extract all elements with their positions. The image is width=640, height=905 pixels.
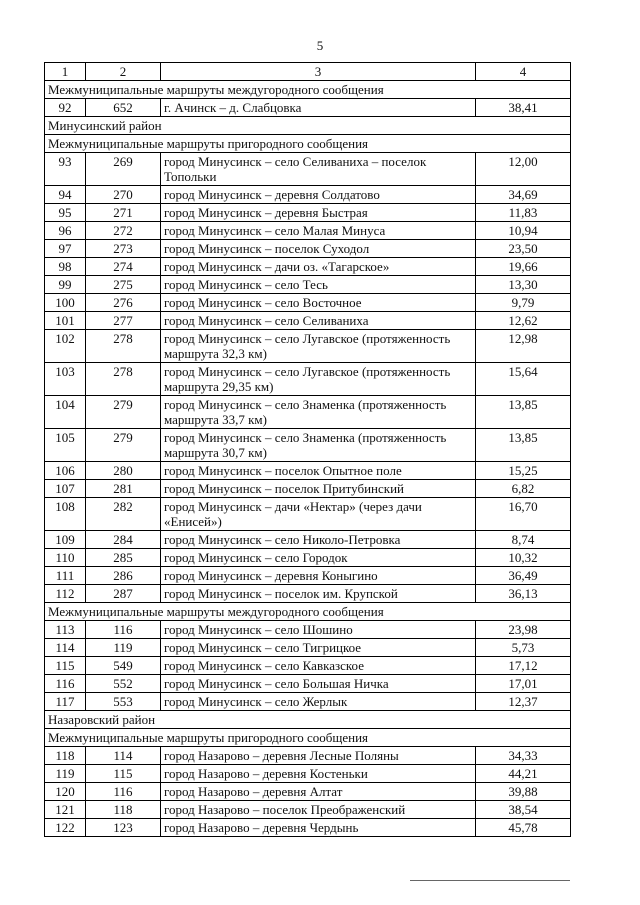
row-number: 98 — [45, 258, 86, 276]
route-code: 273 — [86, 240, 161, 258]
table-row — [45, 585, 571, 603]
fare-value: 17,12 — [476, 657, 571, 675]
fare-value: 9,79 — [476, 294, 571, 312]
fare-value: 6,82 — [476, 480, 571, 498]
route-name: город Минусинск – деревня Солдатово — [161, 186, 476, 204]
table-row — [45, 240, 571, 258]
table-row — [45, 396, 571, 429]
fare-value: 11,83 — [476, 204, 571, 222]
route-code: 652 — [86, 99, 161, 117]
table-row — [45, 258, 571, 276]
table-row — [45, 153, 571, 186]
fare-value: 38,54 — [476, 801, 571, 819]
route-name: город Минусинск – село Кавказское — [161, 657, 476, 675]
route-name: город Минусинск – село Знаменка (протяженность маршрута 30,7 км) — [161, 429, 476, 462]
row-number: 112 — [45, 585, 86, 603]
table-body — [45, 81, 571, 837]
table-row — [45, 639, 571, 657]
routes-table — [44, 62, 571, 837]
route-code: 549 — [86, 657, 161, 675]
signature-line — [410, 880, 570, 882]
page-number: 5 — [316, 38, 324, 53]
route-code: 114 — [86, 747, 161, 765]
fare-value: 12,37 — [476, 693, 571, 711]
route-code: 115 — [86, 765, 161, 783]
route-name: город Минусинск – село Лугавское (протяженность маршрута 32,3 км) — [161, 330, 476, 363]
table-row — [45, 294, 571, 312]
row-number: 114 — [45, 639, 86, 657]
route-name: город Минусинск – поселок Притубинский — [161, 480, 476, 498]
row-number: 105 — [45, 429, 86, 462]
table-row — [45, 330, 571, 363]
header-row — [45, 63, 571, 81]
row-number: 100 — [45, 294, 86, 312]
route-code: 270 — [86, 186, 161, 204]
fare-value: 12,98 — [476, 330, 571, 363]
table-row — [45, 99, 571, 117]
row-number: 111 — [45, 567, 86, 585]
route-code: 284 — [86, 531, 161, 549]
route-code: 278 — [86, 330, 161, 363]
row-number: 113 — [45, 621, 86, 639]
route-code: 271 — [86, 204, 161, 222]
section-title: Межмуниципальные маршруты пригородного сообщения — [45, 729, 571, 747]
table-row — [45, 186, 571, 204]
row-number: 102 — [45, 330, 86, 363]
fare-value: 13,85 — [476, 429, 571, 462]
section-row — [45, 711, 571, 729]
route-code: 553 — [86, 693, 161, 711]
table-row — [45, 549, 571, 567]
row-number: 118 — [45, 747, 86, 765]
table-row — [45, 765, 571, 783]
route-code: 116 — [86, 621, 161, 639]
row-number: 115 — [45, 657, 86, 675]
row-number: 107 — [45, 480, 86, 498]
header-cell-3: 3 — [161, 63, 476, 81]
fare-value: 44,21 — [476, 765, 571, 783]
fare-value: 23,98 — [476, 621, 571, 639]
row-number: 116 — [45, 675, 86, 693]
route-name: город Назарово – поселок Преображенский — [161, 801, 476, 819]
table-row — [45, 747, 571, 765]
route-code: 282 — [86, 498, 161, 531]
route-name: город Минусинск – село Жерлык — [161, 693, 476, 711]
route-code: 272 — [86, 222, 161, 240]
route-code: 123 — [86, 819, 161, 837]
section-row — [45, 81, 571, 99]
route-name: город Минусинск – село Шошино — [161, 621, 476, 639]
route-code: 116 — [86, 783, 161, 801]
table-row — [45, 567, 571, 585]
section-title: Минусинский район — [45, 117, 571, 135]
row-number: 104 — [45, 396, 86, 429]
route-code: 279 — [86, 429, 161, 462]
row-number: 92 — [45, 99, 86, 117]
row-number: 108 — [45, 498, 86, 531]
section-row — [45, 135, 571, 153]
table-row — [45, 276, 571, 294]
route-name: город Минусинск – село Лугавское (протяженность маршрута 29,35 км) — [161, 363, 476, 396]
header-cell-4: 4 — [476, 63, 571, 81]
row-number: 110 — [45, 549, 86, 567]
route-name: город Минусинск – село Тигрицкое — [161, 639, 476, 657]
table-row — [45, 429, 571, 462]
route-code: 274 — [86, 258, 161, 276]
fare-value: 38,41 — [476, 99, 571, 117]
row-number: 122 — [45, 819, 86, 837]
table-row — [45, 801, 571, 819]
route-code: 118 — [86, 801, 161, 819]
fare-value: 23,50 — [476, 240, 571, 258]
route-name: город Минусинск – село Городок — [161, 549, 476, 567]
route-name: город Назарово – деревня Лесные Поляны — [161, 747, 476, 765]
fare-value: 8,74 — [476, 531, 571, 549]
fare-value: 5,73 — [476, 639, 571, 657]
fare-value: 45,78 — [476, 819, 571, 837]
row-number: 103 — [45, 363, 86, 396]
fare-value: 17,01 — [476, 675, 571, 693]
route-code: 119 — [86, 639, 161, 657]
route-name: город Минусинск – село Тесь — [161, 276, 476, 294]
route-name: город Назарово – деревня Костеньки — [161, 765, 476, 783]
header-cell-1: 1 — [45, 63, 86, 81]
route-code: 277 — [86, 312, 161, 330]
route-name: г. Ачинск – д. Слабцовка — [161, 99, 476, 117]
table-row — [45, 783, 571, 801]
fare-value: 12,00 — [476, 153, 571, 186]
route-name: город Минусинск – село Малая Минуса — [161, 222, 476, 240]
route-code: 287 — [86, 585, 161, 603]
fare-value: 19,66 — [476, 258, 571, 276]
fare-value: 34,69 — [476, 186, 571, 204]
route-name: город Минусинск – поселок Суходол — [161, 240, 476, 258]
row-number: 119 — [45, 765, 86, 783]
route-code: 286 — [86, 567, 161, 585]
row-number: 117 — [45, 693, 86, 711]
fare-value: 10,32 — [476, 549, 571, 567]
row-number: 109 — [45, 531, 86, 549]
route-code: 280 — [86, 462, 161, 480]
row-number: 96 — [45, 222, 86, 240]
table-row — [45, 462, 571, 480]
section-row — [45, 117, 571, 135]
section-title: Назаровский район — [45, 711, 571, 729]
section-title: Межмуниципальные маршруты пригородного сообщения — [45, 135, 571, 153]
fare-value: 10,94 — [476, 222, 571, 240]
route-name: город Минусинск – село Знаменка (протяженность маршрута 33,7 км) — [161, 396, 476, 429]
row-number: 121 — [45, 801, 86, 819]
row-number: 120 — [45, 783, 86, 801]
fare-value: 15,25 — [476, 462, 571, 480]
table-row — [45, 657, 571, 675]
table-row — [45, 819, 571, 837]
fare-value: 15,64 — [476, 363, 571, 396]
fare-value: 39,88 — [476, 783, 571, 801]
route-name: город Минусинск – дачи оз. «Тагарское» — [161, 258, 476, 276]
section-title: Межмуниципальные маршруты междугородного сообщения — [45, 603, 571, 621]
route-name: город Минусинск – деревня Быстрая — [161, 204, 476, 222]
table-row — [45, 312, 571, 330]
section-row — [45, 729, 571, 747]
fare-value: 13,30 — [476, 276, 571, 294]
route-code: 285 — [86, 549, 161, 567]
route-name: город Назарово – деревня Алтат — [161, 783, 476, 801]
route-code: 279 — [86, 396, 161, 429]
table-row — [45, 204, 571, 222]
route-name: город Минусинск – село Николо-Петровка — [161, 531, 476, 549]
row-number: 101 — [45, 312, 86, 330]
table-row — [45, 621, 571, 639]
fare-value: 16,70 — [476, 498, 571, 531]
row-number: 106 — [45, 462, 86, 480]
row-number: 95 — [45, 204, 86, 222]
route-code: 552 — [86, 675, 161, 693]
route-name: город Минусинск – село Восточное — [161, 294, 476, 312]
table-row — [45, 693, 571, 711]
table-row — [45, 363, 571, 396]
route-code: 269 — [86, 153, 161, 186]
route-name: город Минусинск – поселок им. Крупской — [161, 585, 476, 603]
fare-value: 34,33 — [476, 747, 571, 765]
route-code: 278 — [86, 363, 161, 396]
route-name: город Назарово – деревня Чердынь — [161, 819, 476, 837]
section-row — [45, 603, 571, 621]
route-name: город Минусинск – село Селиваниха – поселок Топольки — [161, 153, 476, 186]
row-number: 93 — [45, 153, 86, 186]
header-cell-2: 2 — [86, 63, 161, 81]
row-number: 97 — [45, 240, 86, 258]
route-name: город Минусинск – дачи «Нектар» (через дачи «Енисей») — [161, 498, 476, 531]
route-name: город Минусинск – деревня Коныгино — [161, 567, 476, 585]
table-row — [45, 480, 571, 498]
route-code: 281 — [86, 480, 161, 498]
section-title: Межмуниципальные маршруты междугородного сообщения — [45, 81, 571, 99]
table-row — [45, 675, 571, 693]
row-number: 94 — [45, 186, 86, 204]
fare-value: 36,49 — [476, 567, 571, 585]
route-code: 276 — [86, 294, 161, 312]
row-number: 99 — [45, 276, 86, 294]
table-row — [45, 531, 571, 549]
fare-value: 36,13 — [476, 585, 571, 603]
table-header — [45, 63, 571, 81]
table-row — [45, 222, 571, 240]
fare-value: 12,62 — [476, 312, 571, 330]
route-code: 275 — [86, 276, 161, 294]
fare-value: 13,85 — [476, 396, 571, 429]
route-name: город Минусинск – село Селиваниха — [161, 312, 476, 330]
route-name: город Минусинск – село Большая Ничка — [161, 675, 476, 693]
route-name: город Минусинск – поселок Опытное поле — [161, 462, 476, 480]
table-row — [45, 498, 571, 531]
